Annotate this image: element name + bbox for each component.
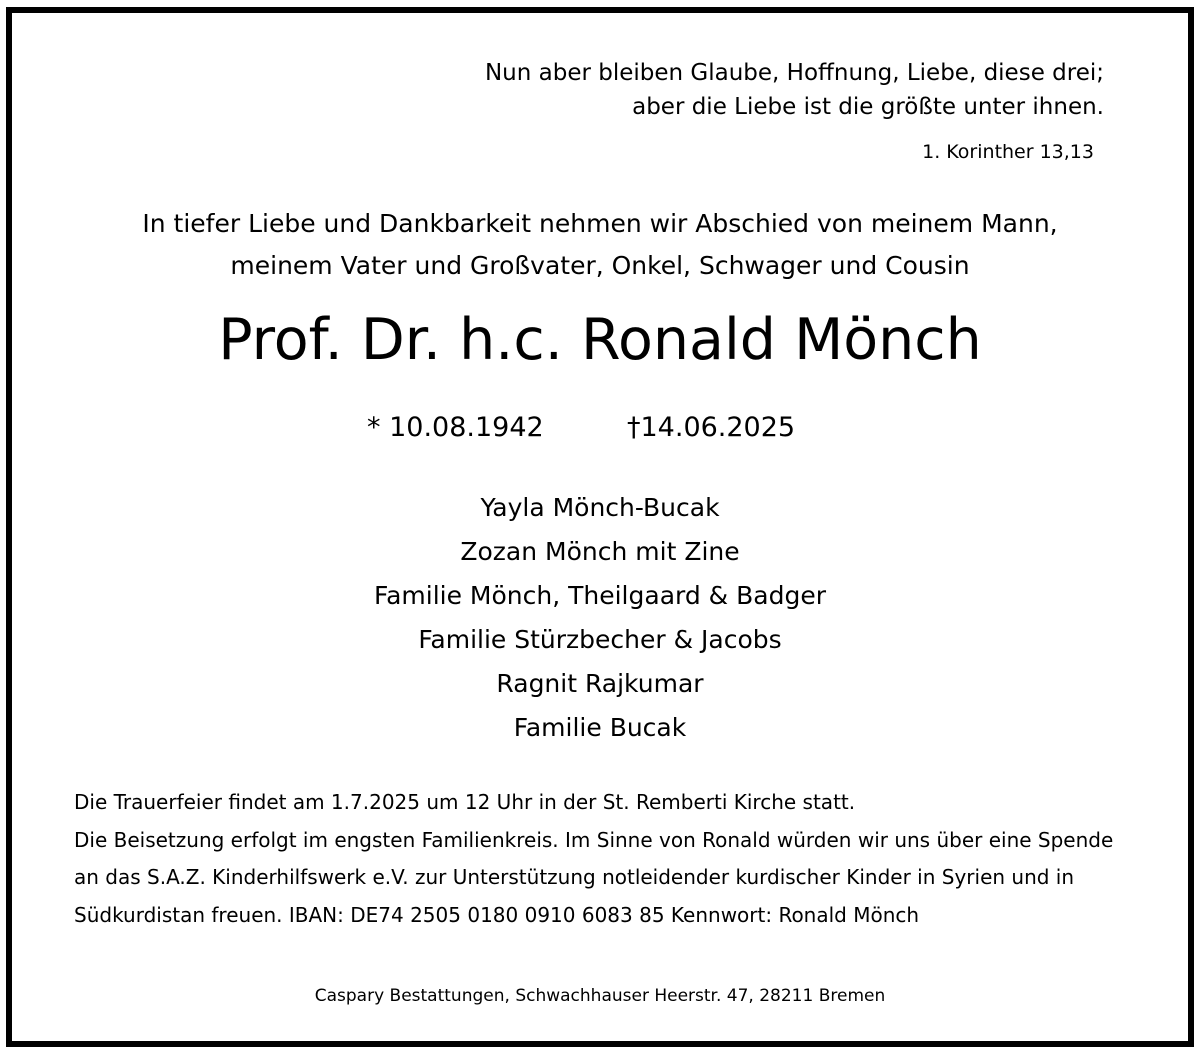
funeral-notice bbox=[74, 784, 1134, 934]
mourners-list bbox=[0, 490, 1200, 754]
mourner-name: Familie Stürzbecher & Jacobs bbox=[418, 625, 782, 654]
ceremony-text: Die Trauerfeier findet am 1.7.2025 um 12 Uhr in der St. Remberti Kirche statt. bbox=[74, 790, 856, 814]
mourner-name: Familie Mönch, Theilgaard & Badger bbox=[374, 581, 826, 610]
verse-line-1: Nun aber bleiben Glaube, Hoffnung, Liebe, diese drei; bbox=[484, 60, 1104, 86]
birth-date: * 10.08.1942 bbox=[367, 412, 544, 443]
death-date: †14.06.2025 bbox=[627, 412, 796, 443]
deceased-name: Prof. Dr. h.c. Ronald Mönch bbox=[218, 307, 982, 373]
verse-reference: 1. Korinther 13,13 bbox=[922, 141, 1094, 163]
mourner-name: Ragnit Rajkumar bbox=[496, 669, 704, 698]
intro-line-2: meinem Vater und Großvater, Onkel, Schwager und Cousin bbox=[230, 251, 970, 280]
intro-line-1: In tiefer Liebe und Dankbarkeit nehmen wir Abschied von meinem Mann, bbox=[142, 209, 1058, 238]
burial-text: Die Beisetzung erfolgt im engsten Familienkreis. Im Sinne von Ronald würden wir uns über eine Spende an das S.A.Z. Kinderhilfswerk e.V. zur Unterstützung notleidender kurdischer Kinder in Syrien und in Südkurdistan freuen. IBAN: DE74 2505 0180 0910 6083 85 Kennwort: Ronald Mönch bbox=[74, 827, 1114, 927]
mourner-name: Yayla Mönch-Bucak bbox=[480, 493, 720, 522]
funeral-home-address: Caspary Bestattungen, Schwachhauser Heerstr. 47, 28211 Bremen bbox=[314, 986, 886, 1006]
mourner-name: Zozan Mönch mit Zine bbox=[460, 537, 740, 566]
mourner-name: Familie Bucak bbox=[513, 713, 687, 742]
verse-line-2: aber die Liebe ist die größte unter ihnen. bbox=[632, 94, 1104, 120]
